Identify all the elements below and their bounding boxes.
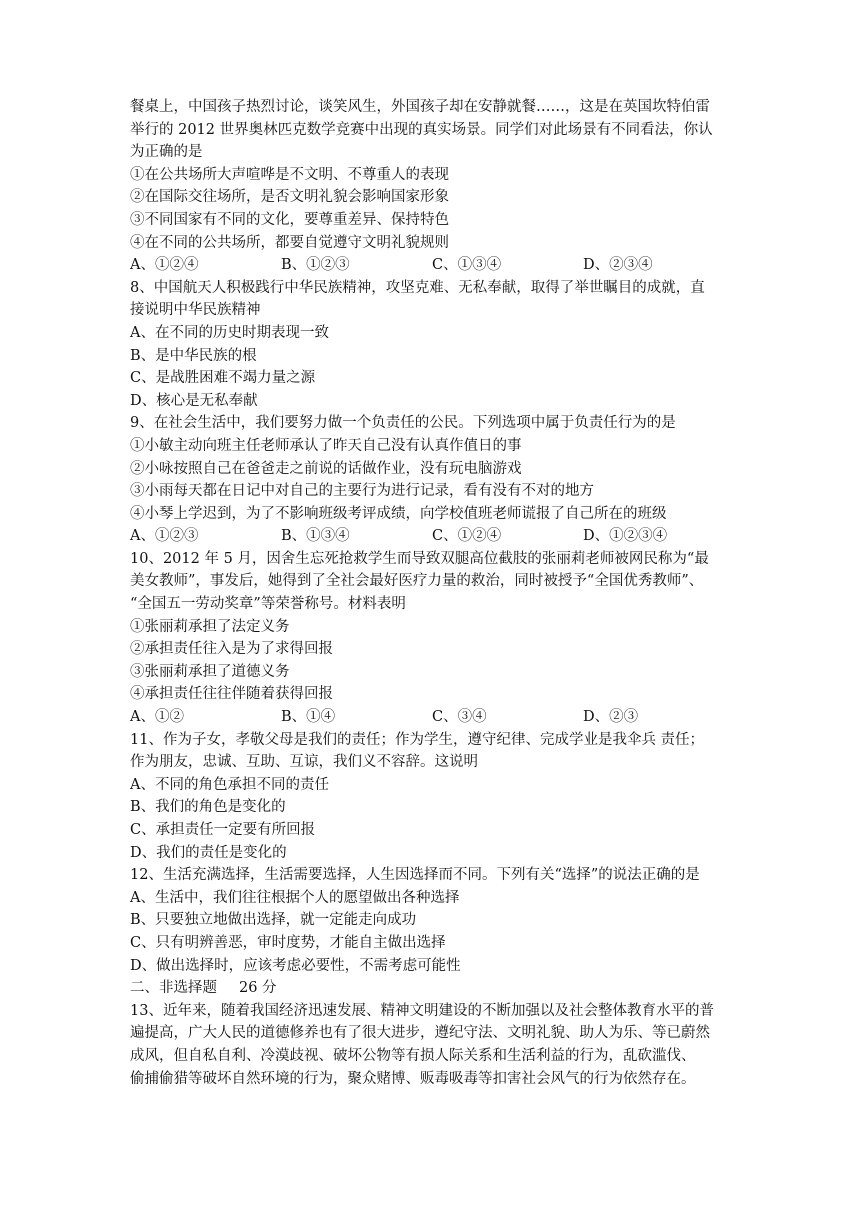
option-a: A、①②③ xyxy=(130,528,199,545)
option-b: B、①④ xyxy=(281,709,336,726)
option-b: B、只要独立地做出选择，就一定能走向成功 xyxy=(130,912,417,929)
option-a: A、在不同的历史时期表现一致 xyxy=(130,324,329,341)
question-10-stem: 10、2012 年 5 月，因舍生忘死抢救学生而导致双腿高位截肢的张丽莉老师被网民称为“最 xyxy=(130,550,709,567)
statement-line: ③小雨每天都在日记中对自己的主要行为进行记录，看有没有不对的地方 xyxy=(130,483,594,500)
option-a: A、①② xyxy=(130,709,184,726)
exam-document xyxy=(130,96,740,1090)
question-13-stem: 遍提高，广大人民的道德修养也有了很大进步，遵纪守法、文明礼貌、助人为乐、等已蔚然 xyxy=(130,1025,710,1042)
question-13-stem: 13、近年来，随着我国经济迅速发展、精神文明建设的不断加强以及社会整体教育水平的普 xyxy=(130,1002,714,1019)
question-13-stem: 成风，但自私自利、冷漠歧视、破坏公物等有损人际关系和生活利益的行为，乱砍滥伐、 xyxy=(130,1047,696,1064)
section-heading xyxy=(130,977,740,1000)
statement-line: ②小咏按照自己在爸爸走之前说的话做作业，没有玩电脑游戏 xyxy=(130,460,522,477)
question-8-stem: 8、中国航天人积极践行中华民族精神，攻坚克难、无私奉献，取得了举世瞩目的成就，直 xyxy=(130,279,705,296)
statement-line: ④小琴上学迟到，为了不影响班级考评成绩，向学校值班老师谎报了自己所在的班级 xyxy=(130,505,667,522)
question-9-stem: 9、在社会生活中，我们要努力做一个负责任的公民。下列选项中属于负责任行为的是 xyxy=(130,415,676,432)
option-b: B、我们的角色是变化的 xyxy=(130,799,286,816)
option-d: D、做出选择时，应该考虑必要性，不需考虑可能性 xyxy=(130,957,461,974)
statement-line: ③不同国家有不同的文化，要尊重差异、保持特色 xyxy=(130,211,449,228)
statement-line: ④在不同的公共场所，都要自觉遵守文明礼貌规则 xyxy=(130,234,449,251)
question-10-stem: 美女教师”，事发后，她得到了全社会最好医疗力量的救治，同时被授予“全国优秀教师”、 xyxy=(130,573,704,590)
answer-options-row xyxy=(130,525,740,548)
option-d: D、②③ xyxy=(583,709,639,726)
option-c: C、①②④ xyxy=(432,528,502,545)
answer-options-row xyxy=(130,254,740,277)
option-c: C、③④ xyxy=(432,709,487,726)
text-line: 餐桌上，中国孩子热烈讨论，谈笑风生，外国孩子却在安静就餐……，这是在英国坎特伯雷 xyxy=(130,99,710,115)
option-b: B、①③④ xyxy=(281,528,350,545)
answer-options-row xyxy=(130,706,740,729)
option-c: C、承担责任一定要有所回报 xyxy=(130,822,316,838)
statement-line: ①张丽莉承担了法定义务 xyxy=(130,618,290,635)
option-c: C、①③④ xyxy=(432,257,502,274)
section-score: 26 分 xyxy=(239,980,277,997)
option-c: C、是战胜困难不竭力量之源 xyxy=(130,370,316,387)
text-line: 举行的 2012 世界奥林匹克数学竞赛中出现的真实场景。同学们对此场景有不同看法，你认 xyxy=(130,121,713,138)
option-b: B、①②③ xyxy=(281,257,350,274)
question-8-stem: 接说明中华民族精神 xyxy=(130,302,261,319)
question-10-stem: “全国五一劳动奖章”等荣誉称号。材料表明 xyxy=(130,596,406,613)
question-13-stem: 偷捕偷猎等破坏自然环境的行为，聚众赌博、贩毒吸毒等扣害社会风气的行为依然存在。 xyxy=(130,1070,696,1087)
statement-line: ①在公共场所大声喧哗是不文明、不尊重人的表现 xyxy=(130,166,449,183)
statement-line: ②在国际交往场所，是否文明礼貌会影响国家形象 xyxy=(130,189,449,206)
question-11-stem: 作为朋友，忠诚、互助、互谅，我们义不容辞。这说明 xyxy=(130,754,478,771)
question-11-stem: 11、作为子女，孝敬父母是我们的责任；作为学生，遵守纪律、完成学业是我伞兵 责任； xyxy=(130,731,705,748)
statement-line: ④承担责任往往伴随着获得回报 xyxy=(130,686,333,703)
option-a: A、不同的角色承担不同的责任 xyxy=(130,776,329,793)
option-b: B、是中华民族的根 xyxy=(130,347,257,364)
statement-line: ③张丽莉承担了道德义务 xyxy=(130,663,290,680)
option-c: C、只有明辨善恶，审时度势，才能自主做出选择 xyxy=(130,934,446,951)
statement-line: ①小敏主动向班主任老师承认了昨天自己没有认真作值日的事 xyxy=(130,437,522,454)
statement-line: ②承担责任往入是为了求得回报 xyxy=(130,641,333,658)
question-12-stem: 12、生活充满选择，生活需要选择，人生因选择而不同。下列有关“选择”的说法正确的是 xyxy=(130,867,700,884)
option-a: A、生活中，我们往往根据个人的愿望做出各种选择 xyxy=(130,889,460,906)
text-line: 为正确的是 xyxy=(130,144,203,161)
option-d: D、②③④ xyxy=(583,257,653,274)
option-a: A、①②④ xyxy=(130,257,199,274)
section-title: 二、非选择题 xyxy=(130,980,217,997)
option-d: D、我们的责任是变化的 xyxy=(130,844,287,861)
option-d: D、①②③④ xyxy=(583,528,668,545)
option-d: D、核心是无私奉献 xyxy=(130,392,258,409)
